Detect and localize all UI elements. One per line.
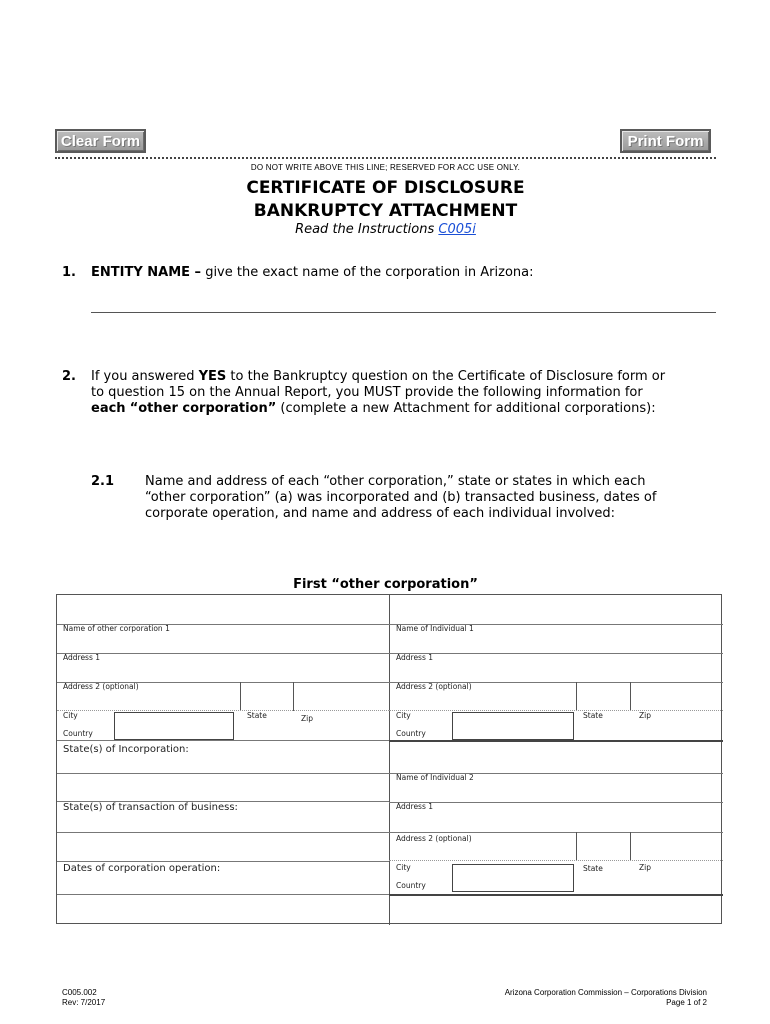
row-line xyxy=(57,894,389,895)
agency-name: Arizona Corporation Commission – Corporations Division xyxy=(504,988,707,997)
row-line xyxy=(57,773,389,774)
cell-divider xyxy=(576,832,577,861)
corp-address1-label: Address 1 xyxy=(63,653,101,662)
footer-left xyxy=(62,988,105,1008)
row-line xyxy=(57,861,389,862)
middle-divider xyxy=(389,595,390,925)
name-corp-label: Name of other corporation 1 xyxy=(63,624,170,633)
q1-rest: give the exact name of the corporation in Arizona: xyxy=(201,265,534,280)
dotted-line xyxy=(389,860,723,861)
print-form-button[interactable]: Print Form xyxy=(620,129,711,153)
row-line xyxy=(389,653,723,654)
q2-number: 2. xyxy=(62,369,76,384)
ind1-city-input[interactable] xyxy=(452,712,574,740)
form-code: C005.002 xyxy=(62,988,97,997)
row-line xyxy=(57,832,389,833)
row-line xyxy=(389,802,723,803)
q2-yes: YES xyxy=(198,369,227,384)
q2-other-corp: “other corporation” xyxy=(129,401,277,416)
corp-state-label: State xyxy=(247,711,267,720)
row-line xyxy=(389,832,723,833)
ind2-country-label: Country xyxy=(396,881,426,890)
instructions-line xyxy=(55,222,716,237)
q2-t2: to the Bankruptcy question on the Certificate of Disclosure form or to question 15 on the Annual Report, you MUST provide the following information for xyxy=(91,369,666,400)
row-line xyxy=(57,653,389,654)
state-trans-label: State(s) of transaction of business: xyxy=(63,802,238,813)
corp-city-label: City xyxy=(63,711,78,720)
instructions-link[interactable]: C005i xyxy=(438,222,476,237)
footer-right xyxy=(470,988,707,1008)
q1-number: 1. xyxy=(62,265,76,280)
q2-each: each xyxy=(91,401,126,416)
corp-city-input[interactable] xyxy=(114,712,234,740)
ind1-address2-label: Address 2 (optional) xyxy=(396,682,472,691)
q1-bold: ENTITY NAME – xyxy=(91,265,202,280)
page-number: Page 1 of 2 xyxy=(666,998,707,1007)
corp-zip-label: Zip xyxy=(301,714,313,723)
ind1-address1-label: Address 1 xyxy=(396,653,434,662)
dotted-line xyxy=(57,710,389,711)
state-incorp-label: State(s) of Incorporation: xyxy=(63,744,189,755)
row-line xyxy=(57,740,389,741)
ind2-city-input[interactable] xyxy=(452,864,574,892)
ind2-address2-label: Address 2 (optional) xyxy=(396,834,472,843)
corp-country-label: Country xyxy=(63,729,93,738)
dates-op-label: Dates of corporation operation: xyxy=(63,863,221,874)
form-subtitle: BANKRUPTCY ATTACHMENT xyxy=(253,201,518,221)
entity-name-field[interactable] xyxy=(91,312,716,313)
cell-divider xyxy=(240,682,241,711)
instructions-prefix: Read the Instructions xyxy=(295,222,439,237)
cell-divider xyxy=(630,682,631,711)
q21-text: Name and address of each “other corporation,” state or states in which each “other corporation” (a) was incorporated and (b) transacted business, dates of corporate operation, and name and address of each individual involved: xyxy=(145,474,657,521)
q2-t1: If you answered xyxy=(91,369,199,384)
name-ind2-label: Name of Individual 2 xyxy=(396,773,474,782)
row-line xyxy=(389,740,723,742)
ind1-zip-label: Zip xyxy=(639,711,651,720)
q2-t3: (complete a new Attachment for additional corporations): xyxy=(276,401,656,416)
section-heading: First “other corporation” xyxy=(293,577,478,592)
corp-address2-label: Address 2 (optional) xyxy=(63,682,139,691)
reserved-divider xyxy=(55,157,716,159)
name-ind1-label: Name of Individual 1 xyxy=(396,624,474,633)
q2-text xyxy=(91,369,681,417)
form-revision: Rev: 7/2017 xyxy=(62,998,106,1007)
ind2-address1-label: Address 1 xyxy=(396,802,434,811)
ind1-country-label: Country xyxy=(396,729,426,738)
q21-number: 2.1 xyxy=(91,474,115,489)
ind2-zip-label: Zip xyxy=(639,863,651,872)
corporation-table xyxy=(56,594,722,924)
ind1-state-label: State xyxy=(583,711,603,720)
ind2-state-label: State xyxy=(583,864,603,873)
form-title: CERTIFICATE OF DISCLOSURE xyxy=(246,178,525,198)
ind1-city-label: City xyxy=(396,711,411,720)
cell-divider xyxy=(293,682,294,711)
cell-divider xyxy=(576,682,577,711)
cell-divider xyxy=(630,832,631,861)
clear-form-button[interactable]: Clear Form xyxy=(55,129,146,153)
row-line xyxy=(389,894,723,896)
ind2-city-label: City xyxy=(396,863,411,872)
q1-text xyxy=(91,265,716,281)
reserved-notice: DO NOT WRITE ABOVE THIS LINE; RESERVED FOR ACC USE ONLY. xyxy=(250,163,521,172)
dotted-line xyxy=(389,710,723,711)
